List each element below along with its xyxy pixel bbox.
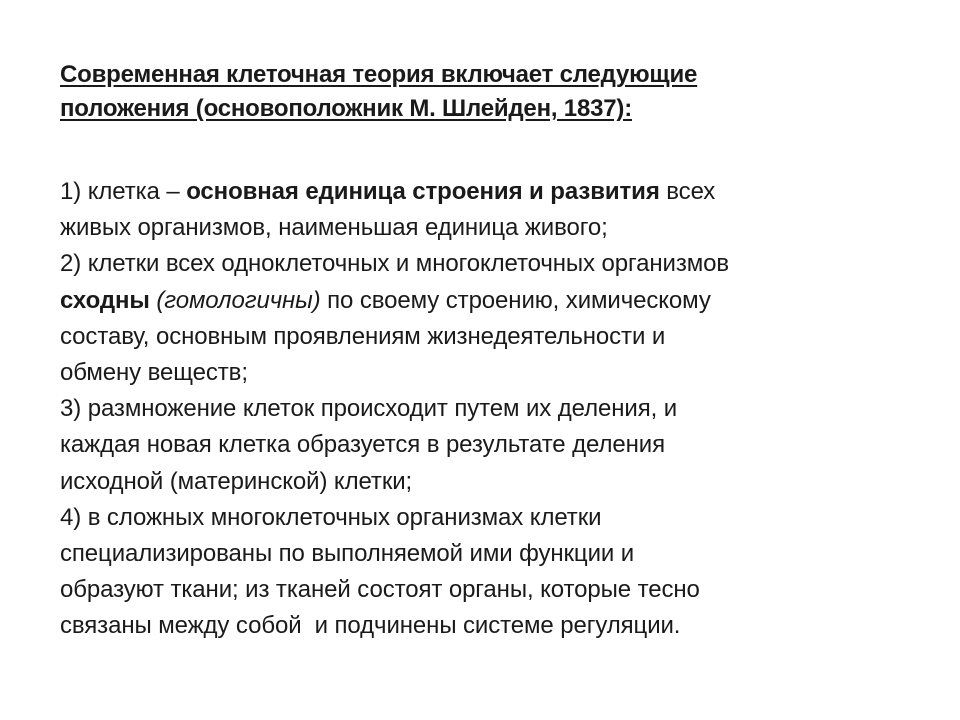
point-3-line-3: исходной (материнской) клетки;: [60, 467, 413, 495]
point-3-line-1: 3) размножение клеток происходит путем их деления, и: [60, 395, 678, 423]
point-2-line-4: обмену веществ;: [60, 359, 248, 387]
point-3-line-2: каждая новая клетка образуется в результате деления: [60, 431, 665, 459]
point-2-line-3: составу, основным проявлениям жизнедеятельности и: [60, 322, 666, 350]
point-2-emphasis: сходны: [60, 286, 150, 314]
point-1-line-1: [60, 174, 910, 210]
point-4-line-1: 4) в сложных многоклеточных организмах клетки: [60, 503, 602, 531]
point-1-prefix: 1) клетка –: [60, 178, 187, 205]
point-3: [60, 391, 910, 500]
heading-line-2: положения (основоположник М. Шлейден, 1837):: [60, 95, 632, 122]
point-4-line-4: связаны между собой и подчинены системе регуляции.: [60, 612, 681, 640]
point-4-line-3: образуют ткани; из тканей состоят органы, которые тесно: [60, 576, 700, 604]
point-2-line-1: 2) клетки всех одноклеточных и многоклеточных организмов: [60, 250, 730, 278]
point-4-line-2: специализированы по выполняемой ими функции и: [60, 540, 635, 568]
point-2-italic: (гомологичны): [156, 286, 321, 314]
point-1: [60, 174, 910, 246]
point-1-suffix: всех: [659, 178, 716, 205]
point-2: [60, 246, 910, 391]
point-2-suffix: по своему строению, химическому: [320, 286, 711, 314]
point-1-line-2: живых организмов, наименьшая единица живого;: [60, 214, 608, 242]
theory-points: [60, 174, 910, 645]
point-1-emphasis: основная единица строения и развития: [186, 178, 660, 205]
point-4: [60, 500, 910, 645]
slide-heading: [60, 58, 910, 126]
heading-line-1: Современная клеточная теория включает следующие: [60, 61, 698, 88]
point-2-line-2: [60, 283, 910, 319]
